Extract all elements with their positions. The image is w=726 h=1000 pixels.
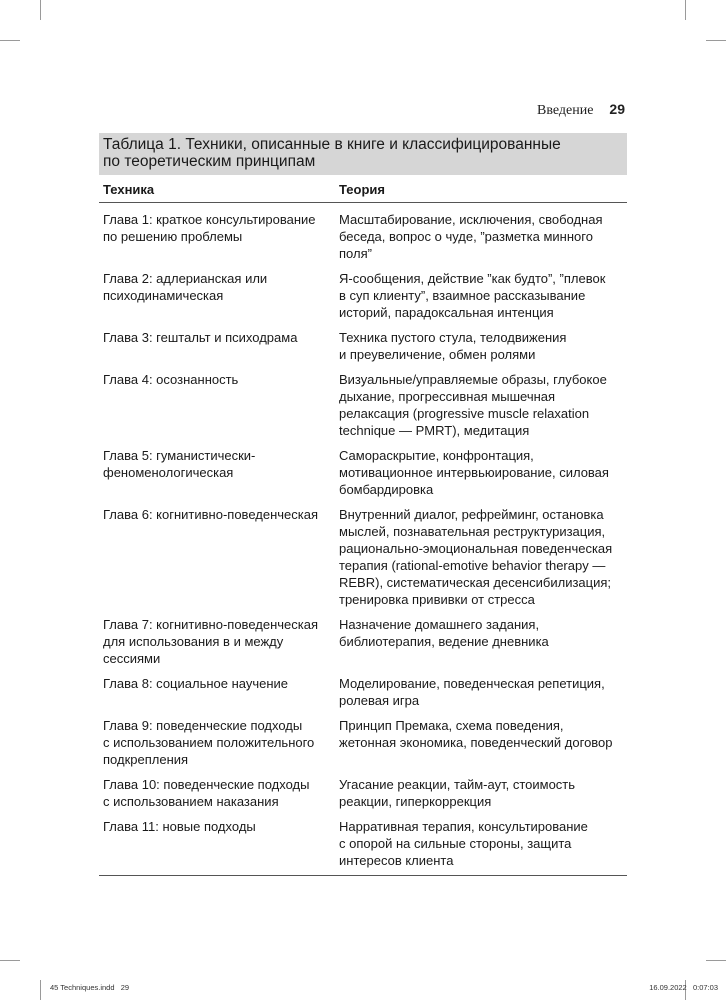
technique-cell: Глава 1: краткое консультирование по решению проблемы [103, 212, 316, 244]
crop-mark [0, 40, 20, 41]
slug-file-info: 45 Techniques.indd 29 [50, 983, 130, 992]
technique-cell: Глава 7: когнитивно-поведенческая для использования в и между сессиями [103, 617, 319, 666]
table-caption: Таблица 1. Техники, описанные в книге и классифицированные по теоретическим принципам [99, 133, 627, 175]
theory-cell: Моделирование, поведенческая репетиция, ролевая игра [339, 676, 605, 708]
theory-cell: Назначение домашнего задания, библиотерапия, ведение дневника [339, 617, 549, 649]
theory-cell: Техника пустого стула, телодвижения и преувеличение, обмен ролями [339, 330, 567, 362]
table-row [99, 211, 627, 262]
technique-cell: Глава 6: когнитивно-поведенческая [103, 507, 319, 522]
technique-cell: Глава 3: гештальт и психодрама [103, 330, 298, 345]
table-row [99, 776, 627, 810]
table-row [99, 675, 627, 709]
theory-cell: Принцип Премака, схема поведения, жетонная экономика, поведенческий договор [339, 718, 613, 750]
crop-mark [706, 960, 726, 961]
theory-cell: Угасание реакции, тайм-аут, стоимость реакции, гиперкоррекция [339, 777, 576, 809]
theory-cell: Визуальные/управляемые образы, глубокое дыхание, прогрессивная мышечная релаксация (progressive muscle relaxation technique — PMRT), медитация [339, 372, 607, 438]
theory-cell: Масштабирование, исключения, свободная беседа, вопрос о чуде, ”разметка минного поля” [339, 212, 603, 261]
techniques-table [99, 176, 627, 876]
theory-cell: Нарративная терапия, консультирование с опорой на сильные стороны, защита интересов клиента [339, 819, 588, 868]
table-row [99, 447, 627, 498]
crop-mark [706, 40, 726, 41]
technique-cell: Глава 11: новые подходы [103, 819, 256, 834]
theory-cell: Внутренний диалог, рефрейминг, остановка мыслей, познавательная реструктуризация, рационально-эмоциональная поведенческая терапия (rational-emotive behavior therapy — REBR), систематическая десенсибилизация; тренировка прививки от стресса [339, 507, 613, 607]
technique-cell: Глава 2: адлерианская или психодинамическая [103, 271, 268, 303]
table-row [99, 616, 627, 667]
page-number: 29 [609, 101, 625, 117]
crop-mark [0, 960, 20, 961]
table-body [99, 203, 627, 876]
table-row [99, 818, 627, 869]
table-header [99, 176, 627, 203]
theory-cell: Я-сообщения, действие ”как будто”, ”плевок в суп клиенту”, взаимное рассказывание историй, парадоксальная интенция [339, 271, 606, 320]
slug-timestamp: 16.09.2022 0:07:03 [649, 983, 718, 992]
technique-cell: Глава 5: гуманистически- феноменологическая [103, 448, 256, 480]
table-row [99, 717, 627, 768]
section-title: Введение [536, 103, 594, 118]
theory-cell: Самораскрытие, конфронтация, мотивационное интервьюирование, силовая бомбардировка [339, 448, 609, 497]
crop-mark [40, 0, 41, 20]
column-header-technique: Техника [103, 181, 155, 197]
table-row [99, 371, 627, 439]
table-row [99, 329, 627, 363]
table-row [99, 506, 627, 608]
crop-mark [40, 980, 41, 1000]
crop-mark [685, 0, 686, 20]
technique-cell: Глава 4: осознанность [103, 372, 239, 387]
table-row [99, 270, 627, 321]
technique-cell: Глава 10: поведенческие подходы с использованием наказания [103, 777, 310, 809]
column-header-theory: Теория [339, 181, 385, 197]
technique-cell: Глава 8: социальное научение [103, 676, 289, 691]
running-head [537, 101, 625, 119]
technique-cell: Глава 9: поведенческие подходы с использованием положительного подкрепления [103, 718, 315, 767]
